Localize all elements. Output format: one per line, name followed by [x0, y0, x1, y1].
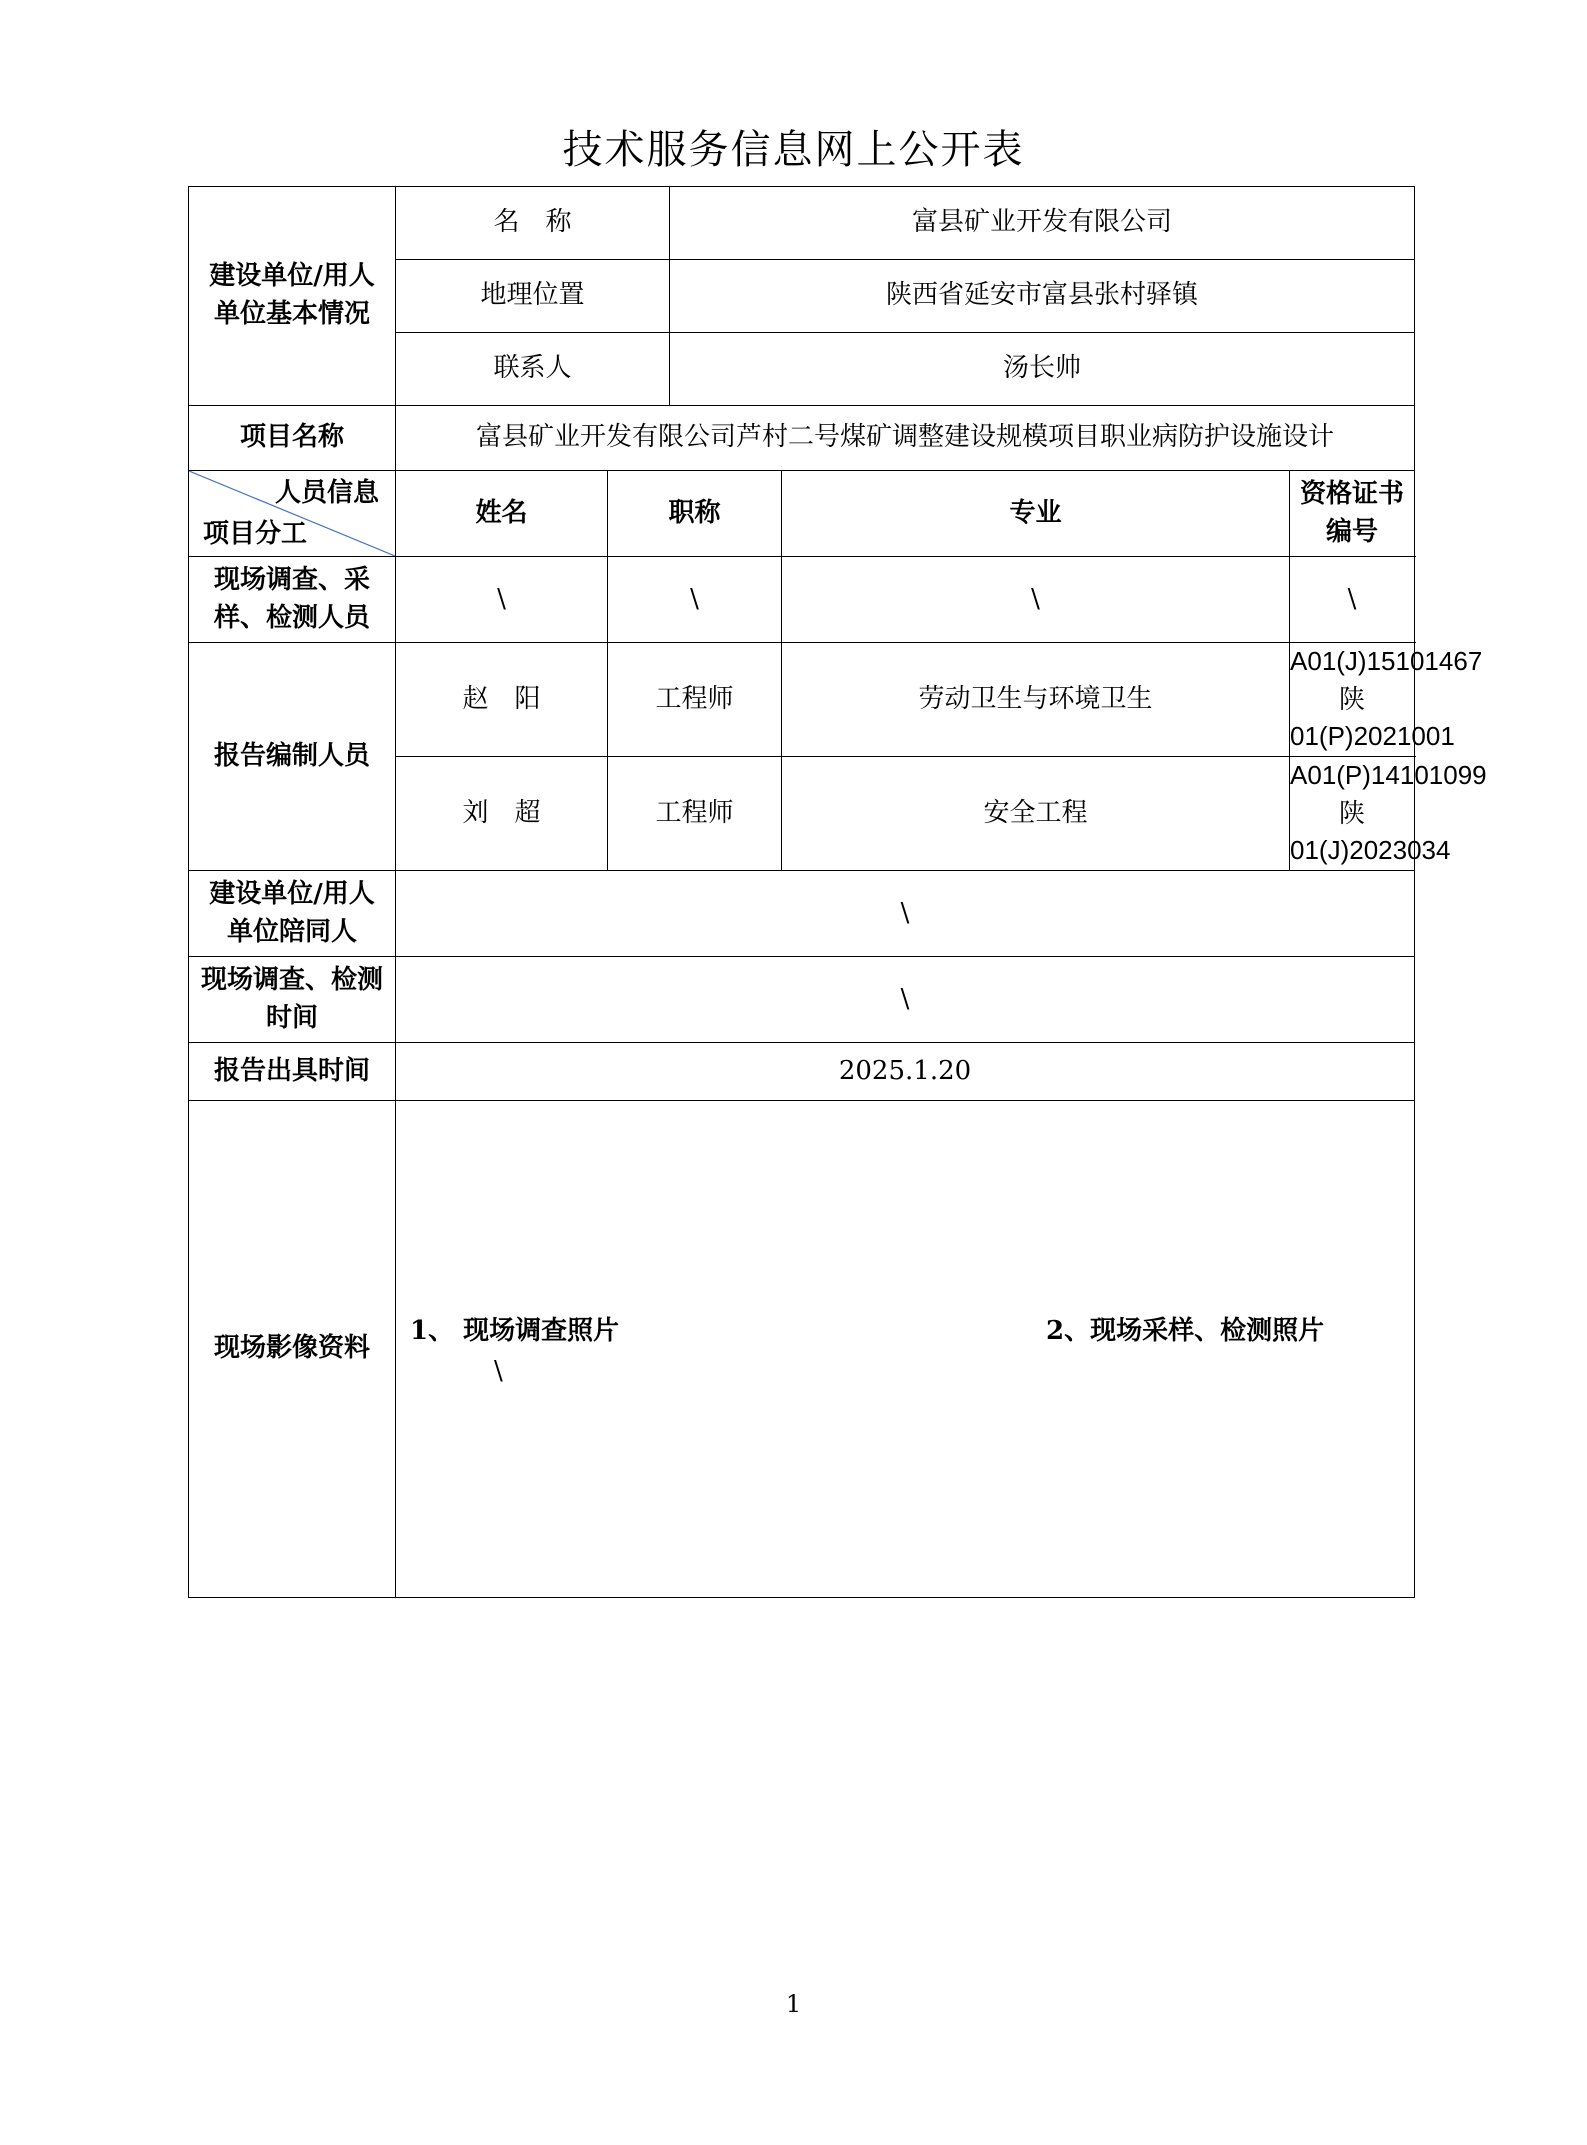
staff-cert: [1290, 643, 1483, 757]
col-header-name: 姓名: [396, 471, 608, 557]
staff-name: 赵 阳: [396, 643, 608, 757]
row-report-time: [189, 1043, 1415, 1101]
report-staff-label: 报告编制人员: [189, 643, 396, 871]
row-personnel-header: [189, 471, 1415, 557]
media-placeholder: \: [494, 1356, 503, 1387]
staff-title: 工程师: [608, 643, 782, 757]
project-label: 项目名称: [189, 406, 396, 471]
info-table: [188, 186, 1487, 1598]
row-unit-name: [189, 187, 1415, 260]
row-survey-time: [189, 957, 1415, 1043]
survey-time-label: 现场调查、检测时间: [189, 957, 396, 1043]
report-time-label: 报告出具时间: [189, 1043, 396, 1101]
contact-label: 联系人: [396, 333, 670, 406]
page-number: 1: [785, 1990, 802, 2018]
col-header-cert: 资格证书编号: [1290, 471, 1415, 557]
survey-time-value: \: [396, 957, 1415, 1043]
survey-staff-name: \: [396, 557, 608, 643]
col-header-title: 职称: [608, 471, 782, 557]
staff-cert-line1: A01(J)15101467: [1290, 646, 1483, 676]
diag-bottom-label: 项目分工: [203, 519, 308, 550]
staff-cert-line1: A01(P)14101099: [1290, 760, 1487, 791]
table-row: [189, 643, 1415, 757]
staff-cert-line2: 陕 01(P)2021001: [1290, 683, 1455, 752]
staff-major: 安全工程: [782, 757, 1290, 871]
staff-major: 劳动卫生与环境卫生: [782, 643, 1290, 757]
diagonal-header-cell: [189, 471, 396, 557]
row-survey-staff: [189, 557, 1415, 643]
location-value: 陕西省延安市富县张村驿镇: [670, 260, 1415, 333]
report-time-value: 2025.1.20: [396, 1043, 1415, 1101]
row-project: [189, 406, 1415, 471]
media-label: 现场影像资料: [189, 1101, 396, 1598]
media-caption-survey: 1、 现场调查照片: [410, 1316, 620, 1347]
media-cell: [396, 1101, 1415, 1598]
name-label: 名 称: [396, 187, 670, 260]
media-caption-sampling: 2、现场采样、检测照片: [1046, 1316, 1325, 1347]
survey-staff-label: 现场调查、采样、检测人员: [189, 557, 396, 643]
contact-value: 汤长帅: [670, 333, 1415, 406]
companion-label: 建设单位/用人单位陪同人: [189, 871, 396, 957]
staff-title: 工程师: [608, 757, 782, 871]
row-media: [189, 1101, 1415, 1598]
staff-cert-line2: 陕 01(J)2023034: [1290, 797, 1451, 866]
survey-staff-title: \: [608, 557, 782, 643]
survey-staff-cert: \: [1290, 557, 1415, 643]
project-value: 富县矿业开发有限公司芦村二号煤矿调整建设规模项目职业病防护设施设计: [396, 406, 1415, 471]
location-label: 地理位置: [396, 260, 670, 333]
row-companion: [189, 871, 1415, 957]
diag-top-label: 人员信息: [274, 478, 379, 508]
col-header-major: 专业: [782, 471, 1290, 557]
page-title: 技术服务信息网上公开表: [562, 127, 1025, 173]
companion-value: \: [396, 871, 1415, 957]
staff-cert: [1290, 757, 1487, 871]
staff-name: 刘 超: [396, 757, 608, 871]
survey-staff-major: \: [782, 557, 1290, 643]
name-value: 富县矿业开发有限公司: [670, 187, 1415, 260]
unit-info-label: 建设单位/用人单位基本情况: [189, 187, 396, 406]
